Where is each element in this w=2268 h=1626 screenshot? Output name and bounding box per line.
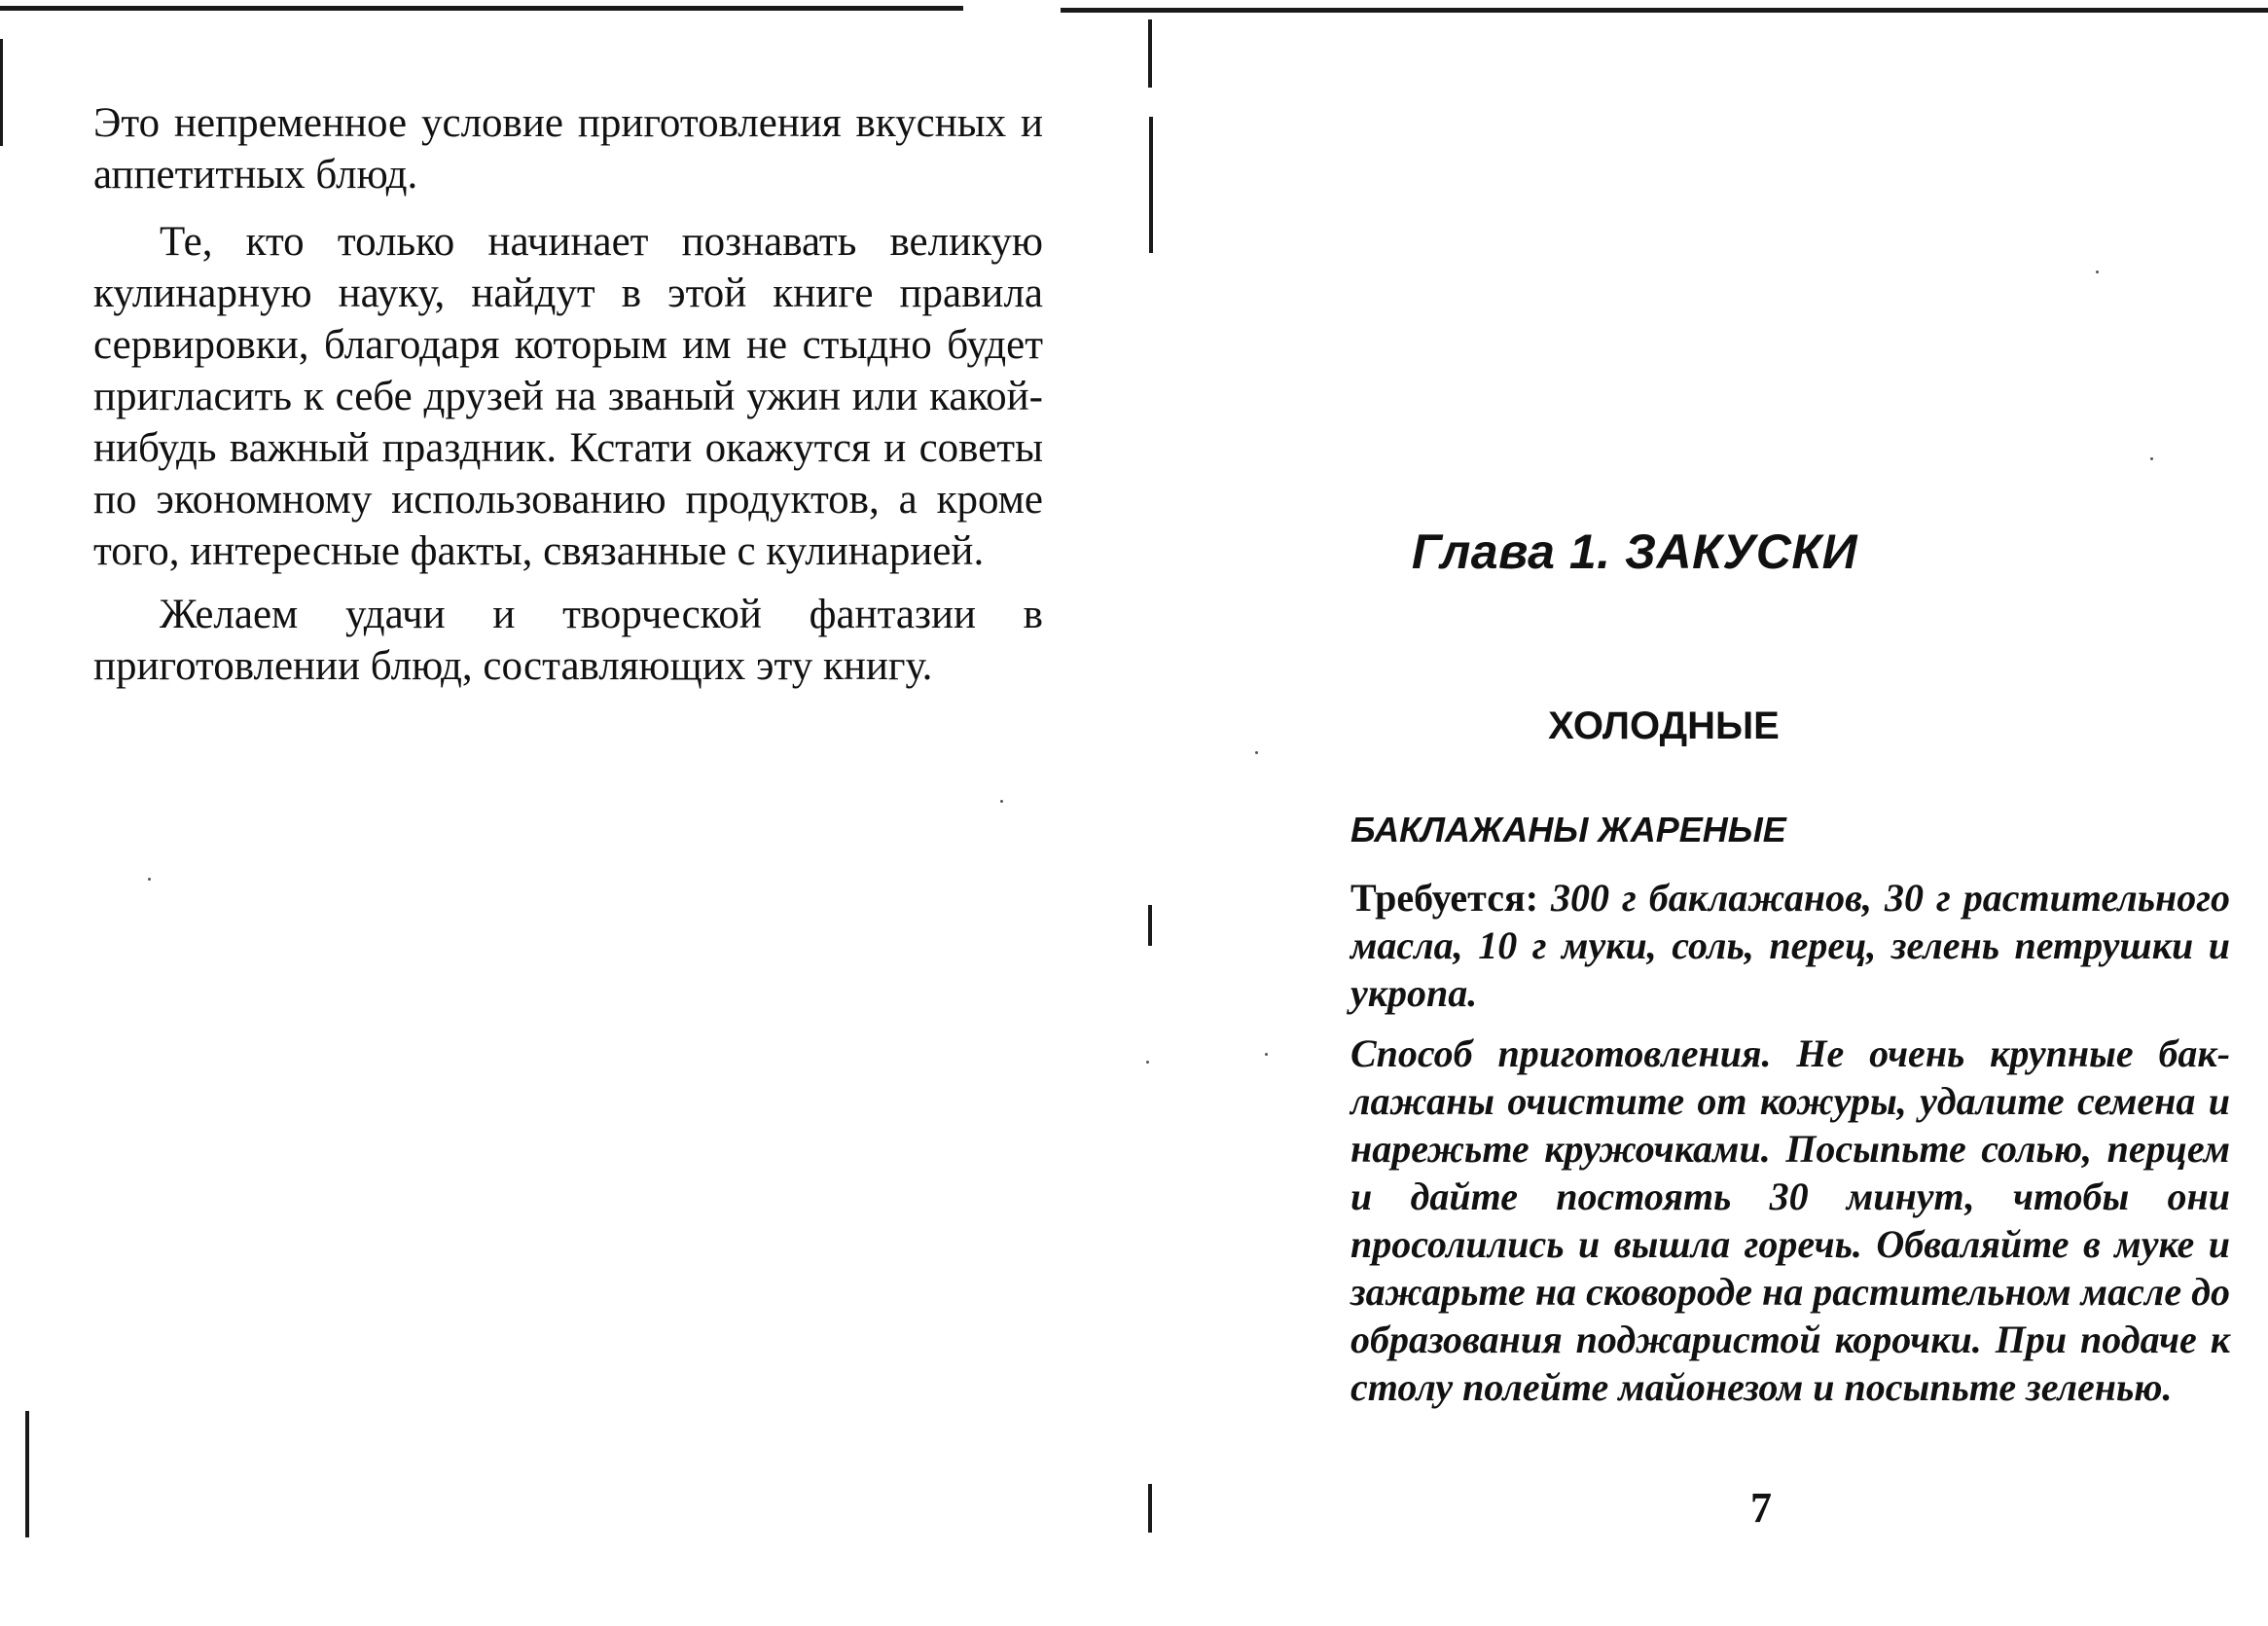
chapter-title: Глава 1. ЗАКУСКИ xyxy=(1411,524,1858,579)
method-text: Не очень крупные баклажаны очистите от кожуры, удалите семена и нарежьте кружочками. Посыпьте солью, перцем и дайте постоять 30 минут, чтобы они просолились и вышла горечь. Обваляйте в муке и зажарьте на сковороде на растительном масле до образования поджаристой корочки. При подаче к столу полейте майонезом и посыпьте зеленью. xyxy=(1350,1031,2231,1409)
recipe-title: БАКЛАЖАНЫ ЖАРЕНЫЕ xyxy=(1350,810,1786,849)
scan-speck xyxy=(1255,751,1258,754)
left-edge-mark-top xyxy=(0,39,3,146)
scan-speck xyxy=(2096,271,2099,273)
paragraph-1: Это непременное условие приготовления вкусных и аппетитных блюд. xyxy=(93,100,1043,198)
top-edge-line-right xyxy=(1061,8,2268,13)
left-page-body xyxy=(93,97,1043,704)
ingredients-label: Требуется: xyxy=(1350,876,1539,920)
scan-speck xyxy=(148,878,151,881)
scan-speck xyxy=(1265,1053,1268,1056)
scan-speck xyxy=(2150,457,2153,460)
gutter-mark-1 xyxy=(1148,19,1152,88)
method-label: Способ приготовления. xyxy=(1350,1031,1772,1075)
ingredients-text: 300 г баклажанов, 30 г растительного масла, 10 г муки, соль, перец, зелень петрушки и укропа. xyxy=(1350,876,2231,1015)
recipe-ingredients xyxy=(1350,874,2230,1017)
gutter-mark-4 xyxy=(1148,1484,1152,1533)
scan-speck xyxy=(1146,1061,1149,1064)
paragraph-3: Желаем удачи и творческой фантазии в приготовлении блюд, составляющих эту книгу. xyxy=(93,592,1043,689)
page-number: 7 xyxy=(1750,1484,1772,1532)
section-title: ХОЛОДНЫЕ xyxy=(1548,705,1780,747)
paragraph-2: Те, кто только начинает познавать великую кулинарную науку, найдут в этой книге правила сервировки, благодаря которым им не стыдно будет пригласить к себе друзей на званый ужин или какой-нибудь важный праздник. Кстати окажутся и советы по экономному использованию продуктов, а кроме того, интересные факты, связанные с кулинарией. xyxy=(93,219,1043,574)
top-edge-line-left xyxy=(0,6,963,11)
recipe-method xyxy=(1350,1030,2230,1411)
scan-speck xyxy=(1000,800,1003,803)
left-edge-mark-bottom xyxy=(25,1411,29,1537)
gutter-mark-2 xyxy=(1149,117,1153,253)
gutter-mark-3 xyxy=(1148,905,1152,946)
